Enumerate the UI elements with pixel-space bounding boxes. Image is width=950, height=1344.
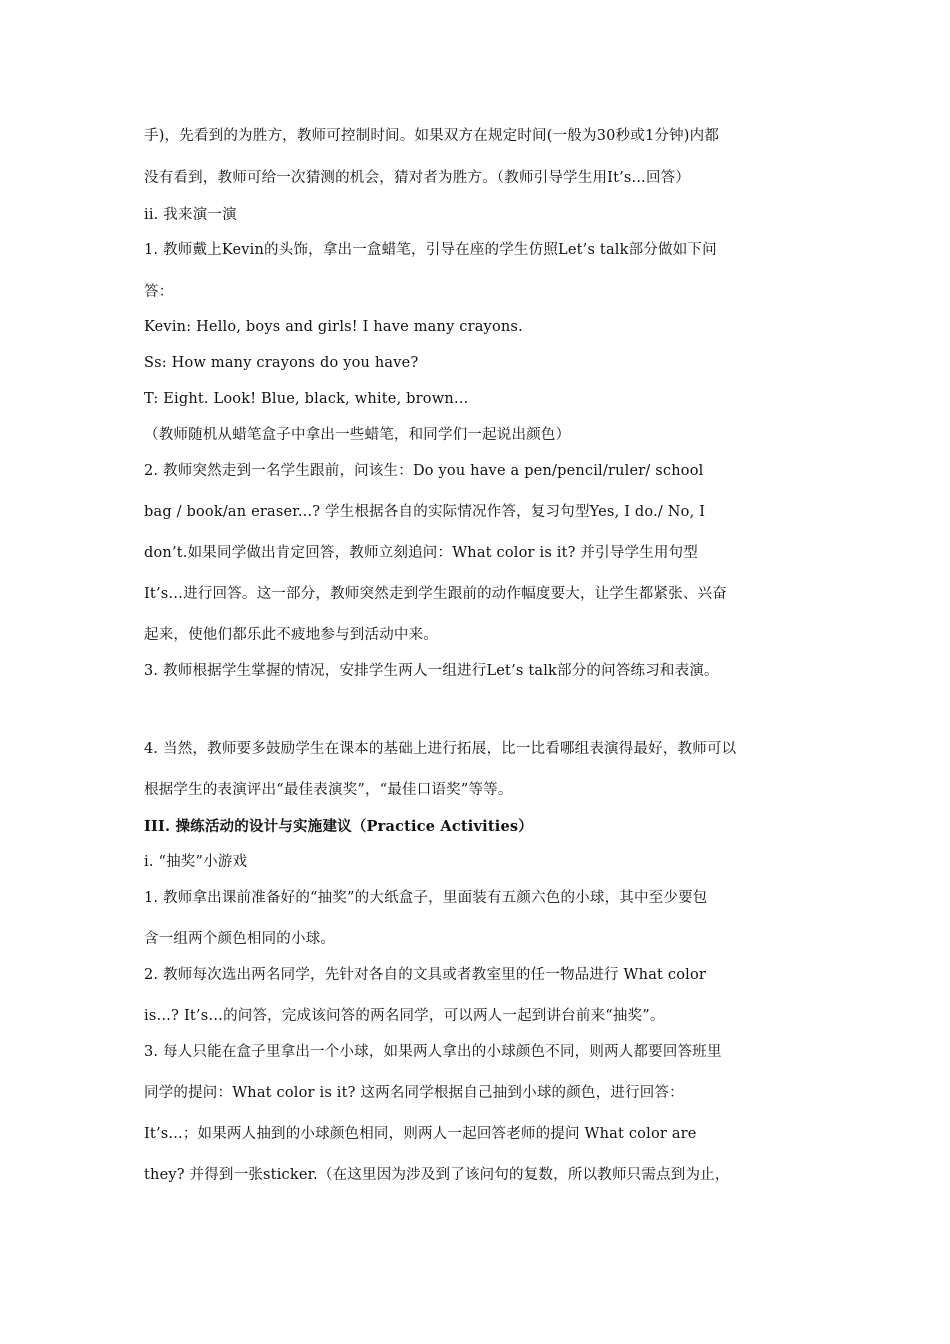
text-line: 3. 教师根据学生掌握的情况，安排学生两人一组进行Let’s talk部分的问答练习和表演。 xyxy=(144,663,719,679)
text-line: It’s…进行回答。这一部分，教师突然走到学生跟前的动作幅度要大，让学生都紧张、兴奋 xyxy=(144,586,728,602)
section-heading: III. 操练活动的设计与实施建议（Practice Activities） xyxy=(144,818,533,835)
text-line: 没有看到，教师可给一次猜测的机会，猜对者为胜方。（教师引导学生用It’s...回答） xyxy=(144,170,691,186)
text-line: 根据学生的表演评出“最佳表演奖”，“最佳口语奖”等等。 xyxy=(144,782,513,798)
text-line: 起来，使他们都乐此不疲地参与到活动中来。 xyxy=(144,627,438,643)
dialogue-line: T: Eight. Look! Blue, black, white, brown… xyxy=(144,391,469,407)
text-line: 2. 教师突然走到一名学生跟前，问该生：Do you have a pen/pencil/ruler/ school xyxy=(144,463,704,479)
text-line: 4. 当然，教师要多鼓励学生在课本的基础上进行拓展，比一比看哪组表演得最好，教师可以 xyxy=(144,741,737,757)
text-line: 同学的提问：What color is it? 这两名同学根据自己抽到小球的颜色，进行回答： xyxy=(144,1085,684,1101)
text-line: 1. 教师拿出课前准备好的“抽奖”的大纸盒子，里面装有五颜六色的小球，其中至少要包 xyxy=(144,890,708,906)
dialogue-line: Kevin: Hello, boys and girls! I have many crayons. xyxy=(144,319,523,335)
text-line: 手)，先看到的为胜方，教师可控制时间。如果双方在规定时间(一般为30秒或1分钟)内都 xyxy=(144,128,720,144)
section-heading: ii. 我来演一演 xyxy=(144,207,237,223)
text-line: 1. 教师戴上Kevin的头饰，拿出一盒蜡笔，引导在座的学生仿照Let’s talk部分做如下问 xyxy=(144,242,717,258)
text-line: 3. 每人只能在盒子里拿出一个小球，如果两人拿出的小球颜色不同，则两人都要回答班里 xyxy=(144,1044,722,1060)
text-line: 含一组两个颜色相同的小球。 xyxy=(144,931,336,947)
text-line: they? 并得到一张sticker.（在这里因为涉及到了该问句的复数，所以教师只需点到为止， xyxy=(144,1167,730,1183)
section-heading: i. “抽奖”小游戏 xyxy=(144,854,248,870)
text-line: It’s...；如果两人抽到的小球颜色相同，则两人一起回答老师的提问 What color are xyxy=(144,1126,697,1142)
dialogue-line: Ss: How many crayons do you have? xyxy=(144,355,419,371)
text-line: don’t.如果同学做出肯定回答，教师立刻追问：What color is it? 并引导学生用句型 xyxy=(144,545,699,561)
text-line: is…? It’s…的问答，完成该问答的两名同学，可以两人一起到讲台前来“抽奖”。 xyxy=(144,1008,665,1024)
text-line: （教师随机从蜡笔盒子中拿出一些蜡笔，和同学们一起说出颜色） xyxy=(144,427,571,443)
text-line: bag / book/an eraser...? 学生根据各自的实际情况作答，复习句型Yes, I do./ No, I xyxy=(144,504,706,520)
text-line: 答： xyxy=(144,284,174,300)
text-line: 2. 教师每次选出两名同学，先针对各自的文具或者教室里的任一物品进行 What color xyxy=(144,967,707,983)
